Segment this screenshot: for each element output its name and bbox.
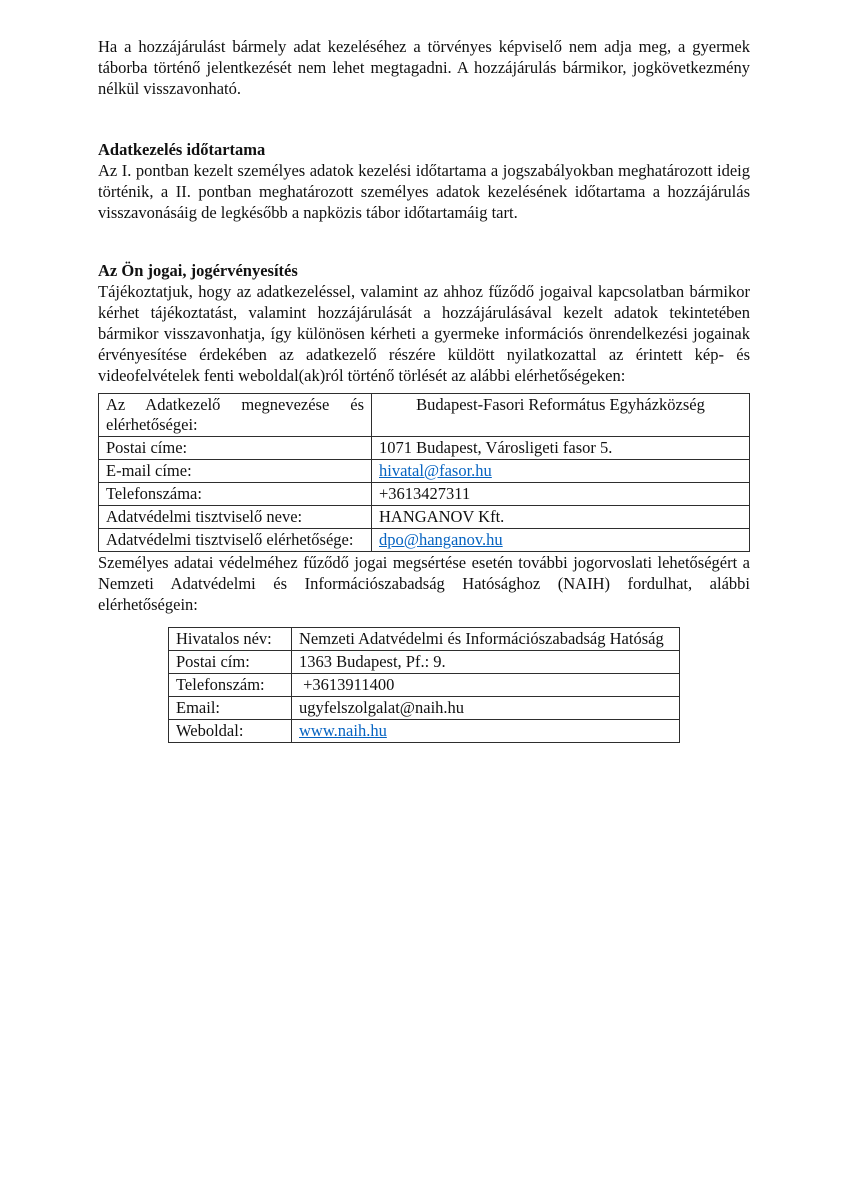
controller-contact-table — [98, 393, 750, 552]
intro-paragraph: Ha a hozzájárulást bármely adat kezeléséhez a törvényes képviselő nem adja meg, a gyermek táborba történő jelentkezését nem lehet megtagadni. A hozzájárulás bármikor, jogkövetkezmény nélkül visszavonható. — [98, 37, 750, 98]
table-row — [169, 651, 680, 674]
cell-value: +3613911400 — [299, 675, 395, 694]
cell-value: HANGANOV Kft. — [379, 507, 505, 526]
cell-value: +3613427311 — [379, 484, 471, 503]
email-link-dpo-hanganov[interactable]: dpo@hanganov.hu — [379, 530, 503, 549]
cell-value: 1363 Budapest, Pf.: 9. — [299, 652, 446, 671]
cell-label: Postai cím: — [169, 651, 292, 674]
cell-value: Budapest-Fasori Református Egyházközség — [416, 395, 705, 414]
remedy-paragraph: Személyes adatai védelméhez fűződő jogai megsértése esetén további jogorvoslati lehetőségért a Nemzeti Adatvédelmi és Információszabadság Hatósághoz (NAIH) fordulhat, alábbi elérhetőségein: — [98, 553, 750, 614]
naih-contact-table — [168, 627, 680, 743]
cell-value: 1071 Budapest, Városligeti fasor 5. — [379, 438, 613, 457]
website-link-naih[interactable]: www.naih.hu — [299, 721, 387, 740]
email-link-hivatal-fasor[interactable]: hivatal@fasor.hu — [379, 461, 492, 480]
cell-label: Postai címe: — [99, 437, 372, 460]
table-row — [99, 460, 750, 483]
table-row — [169, 674, 680, 697]
cell-value: Nemzeti Adatvédelmi és Információszabadság Hatóság — [299, 629, 664, 648]
table-row — [99, 483, 750, 506]
duration-paragraph: Az I. pontban kezelt személyes adatok kezelési időtartama a jogszabályokban meghatározott ideig történik, a II. pontban meghatározott személyes adatok kezelésének időtartama a hozzájárulás visszavonásáig de legkésőbb a napközis tábor időtartamáig tart. — [98, 161, 750, 222]
cell-label: Hivatalos név: — [169, 628, 292, 651]
cell-value: ugyfelszolgalat@naih.hu — [299, 698, 465, 717]
cell-label: Weboldal: — [169, 720, 292, 743]
table-row — [99, 529, 750, 552]
cell-label: Telefonszáma: — [99, 483, 372, 506]
cell-label: E-mail címe: — [99, 460, 372, 483]
section-heading-duration: Adatkezelés időtartama — [98, 140, 266, 159]
cell-label: Az Adatkezelő megnevezése és elérhetőségei: — [99, 394, 372, 437]
rights-paragraph: Tájékoztatjuk, hogy az adatkezeléssel, valamint az ahhoz fűződő jogaival kapcsolatban bármikor kérhet tájékoztatást, valamint hozzájárulását a hozzájárulásával kezelt adatok tekintetében bármikor visszavonhatja, így különösen kérheti a gyermeke információs önrendelkezési jogainak érvényesítése érdekében az adatkezelő részére küldött nyilatkozattal az érintett kép- és videofelvételek fenti weboldal(ak)ról történő törlését az alábbi elérhetőségeken: — [98, 282, 750, 385]
table-row — [99, 437, 750, 460]
table-row — [169, 628, 680, 651]
cell-label: Email: — [169, 697, 292, 720]
table-row — [99, 506, 750, 529]
cell-label: Adatvédelmi tisztviselő neve: — [99, 506, 372, 529]
table-row — [99, 394, 750, 437]
cell-label: Telefonszám: — [169, 674, 292, 697]
table-row — [169, 697, 680, 720]
table-row — [169, 720, 680, 743]
section-heading-rights: Az Ön jogai, jogérvényesítés — [98, 261, 298, 280]
cell-label: Adatvédelmi tisztviselő elérhetősége: — [99, 529, 372, 552]
